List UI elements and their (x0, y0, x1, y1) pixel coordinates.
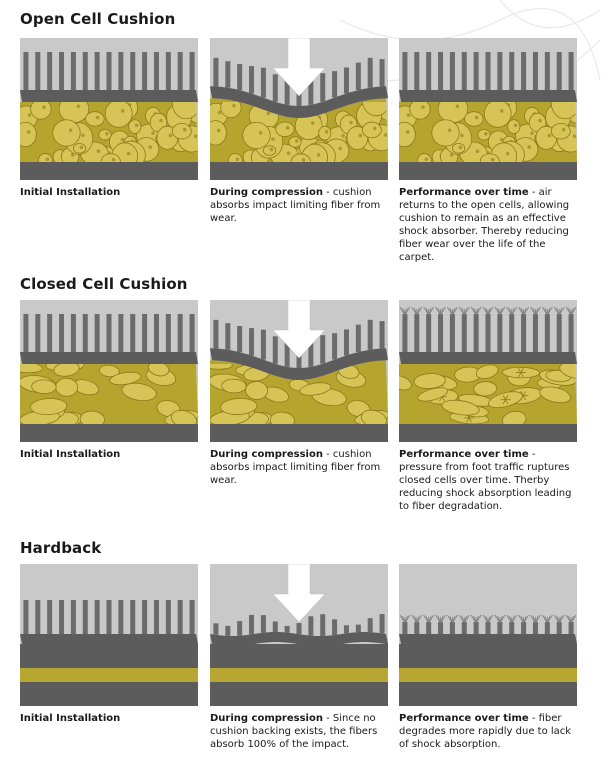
panel-hardback-initial (20, 564, 198, 706)
caption-heading: Initial Installation (20, 449, 121, 460)
panel-hardback-compression (210, 564, 388, 706)
caption-open-over-time (399, 186, 581, 264)
panel-hardback-over-time (399, 564, 577, 706)
open-cell-initial-diagram (20, 38, 198, 180)
panel-closed-compression (210, 300, 388, 442)
panel-open-over-time (399, 38, 577, 180)
caption-heading: Initial Installation (20, 713, 121, 724)
closed-cell-over-time-diagram (399, 300, 577, 442)
caption-text: - Since no cushion backing exists, the fibers absorb 100% of the impact. (210, 713, 378, 750)
caption-text: - pressure from foot traffic ruptures closed cells over time. Therby reducing shock absorption leading to fiber degradation. (399, 449, 572, 512)
caption-hardback-initial (20, 712, 202, 725)
hardback-compression-diagram (210, 564, 388, 706)
caption-closed-over-time (399, 448, 581, 513)
panel-open-compression (210, 38, 388, 180)
caption-closed-initial (20, 448, 202, 461)
caption-heading: During compression (210, 713, 323, 724)
caption-text: - cushion absorbs impact limiting fiber from wear. (210, 449, 381, 486)
hardback-over-time-diagram (399, 564, 577, 706)
caption-open-compression (210, 186, 392, 225)
closed-cell-compression-diagram (210, 300, 388, 442)
caption-heading: During compression (210, 449, 323, 460)
panel-closed-over-time (399, 300, 577, 442)
caption-heading: Performance over time (399, 187, 529, 198)
open-cell-over-time-diagram (399, 38, 577, 180)
section-title-closed-cell: Closed Cell Cushion (20, 275, 188, 293)
caption-text: - cushion absorbs impact limiting fiber from wear. (210, 187, 381, 224)
caption-closed-compression (210, 448, 392, 487)
closed-cell-initial-diagram (20, 300, 198, 442)
caption-text: - fiber degrades more rapidly due to lack of shock absorption. (399, 713, 572, 750)
open-cell-compression-diagram (210, 38, 388, 180)
caption-open-initial (20, 186, 202, 199)
caption-text: - air returns to the open cells, allowing cushion to remain as an effective shock absorber. Thereby reducing fiber wear over the life of the carpet. (399, 187, 570, 263)
panel-open-initial (20, 38, 198, 180)
section-title-open-cell: Open Cell Cushion (20, 10, 176, 28)
hardback-initial-diagram (20, 564, 198, 706)
caption-hardback-compression (210, 712, 392, 751)
caption-heading: During compression (210, 187, 323, 198)
section-title-hardback: Hardback (20, 539, 102, 557)
caption-hardback-over-time (399, 712, 581, 751)
caption-heading: Performance over time (399, 449, 529, 460)
caption-heading: Initial Installation (20, 187, 121, 198)
panel-closed-initial (20, 300, 198, 442)
caption-heading: Performance over time (399, 713, 529, 724)
